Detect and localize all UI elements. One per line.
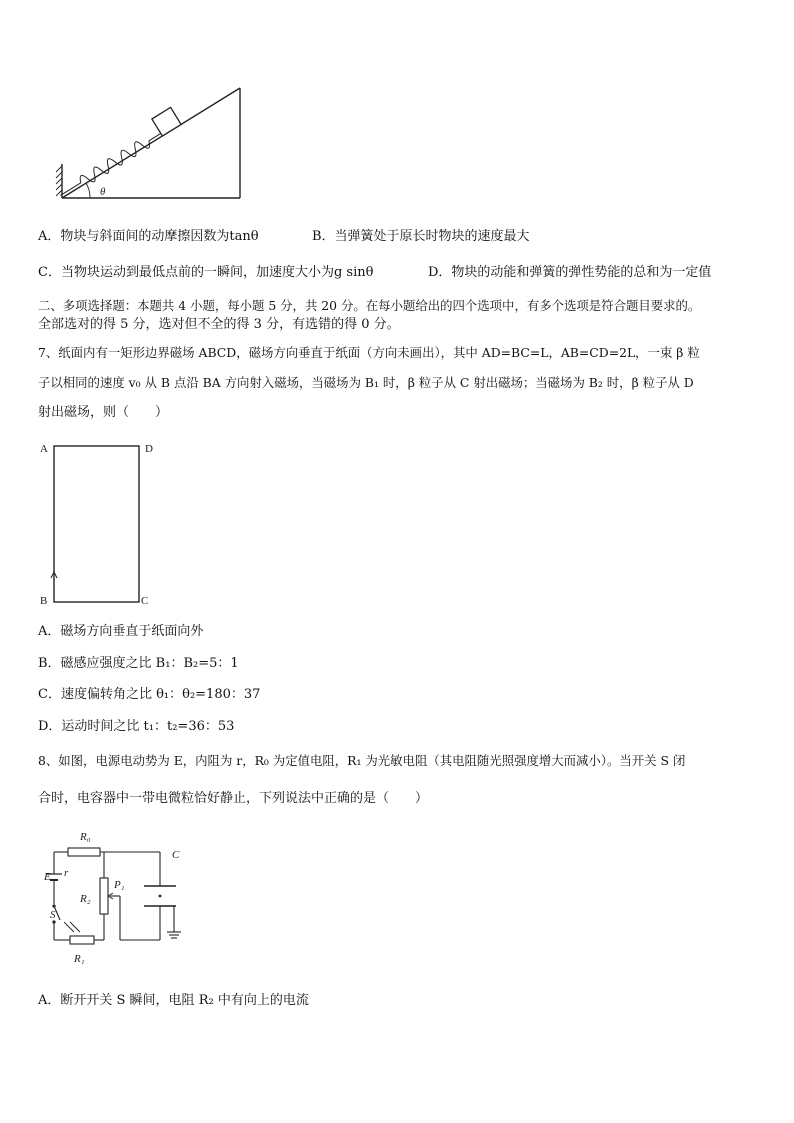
light-arrow-icon <box>64 922 74 932</box>
resistor-R2 <box>100 878 108 914</box>
q6-option-a: A．物块与斜面间的动摩擦因数为tanθ <box>38 229 259 244</box>
q7-stem-line2: 子以相同的速度 v₀ 从 B 点沿 BA 方向射入磁场，当磁场为 B₁ 时，β 粒子从 C 射出磁场；当磁场为 B₂ 时，β 粒子从 D <box>38 375 694 390</box>
q8-stem-line2: 合时，电容器中一带电微粒恰好静止，下列说法中正确的是（ ） <box>38 791 429 806</box>
corner-D: D <box>145 443 153 455</box>
q7-option-b: B．磁感应强度之比 B₁：B₂=5：1 <box>38 656 239 671</box>
q6-option-c: C．当物块运动到最低点前的一瞬间，加速度大小为g sinθ <box>38 265 374 280</box>
angle-arc <box>86 183 90 198</box>
resistor-R0 <box>68 848 100 856</box>
corner-B: B <box>40 595 48 607</box>
corner-C: C <box>141 595 149 607</box>
label-r: r <box>64 867 69 879</box>
block <box>152 107 181 136</box>
rectangle-field-figure <box>36 438 166 610</box>
q7-option-c: C．速度偏转角之比 θ₁：θ₂=180：37 <box>38 687 261 702</box>
label-R0: R₀ <box>80 831 91 843</box>
field-boundary <box>54 446 139 602</box>
incline-spring-figure <box>40 82 250 204</box>
section2-instructions-line2: 全部选对的得 5 分，选对但不全的得 3 分，有选错的得 0 分。 <box>38 317 400 332</box>
q8-option-a: A．断开开关 S 瞬间，电阻 R₂ 中有向上的电流 <box>38 993 309 1008</box>
circuit-figure <box>40 826 200 968</box>
q8-stem-line1: 8、如图，电源电动势为 E，内阻为 r，R₀ 为定值电阻，R₁ 为光敏电阻（其电阻随光照强度增大而减小）。当开关 S 闭 <box>38 753 686 768</box>
angle-label: θ <box>100 186 106 198</box>
label-E: E <box>44 871 51 883</box>
q6-option-b: B．当弹簧处于原长时物块的速度最大 <box>312 229 530 244</box>
wall-hatching <box>56 166 62 196</box>
label-R2: R₂ <box>80 893 91 905</box>
q7-stem-line1: 7、纸面内有一矩形边界磁场 ABCD，磁场方向垂直于纸面（方向未画出），其中 AD=BC=L，AB=CD=2L，一束 β 粒 <box>38 345 700 360</box>
q7-option-a: A．磁场方向垂直于纸面向外 <box>38 624 204 639</box>
photoresistor-R1 <box>70 936 94 944</box>
label-P1: P₁ <box>114 879 125 891</box>
spring <box>51 107 182 200</box>
charged-particle <box>159 895 162 898</box>
label-R1: R₁ <box>74 953 85 965</box>
label-C: C <box>172 849 180 861</box>
ground-icon <box>167 932 181 938</box>
q6-option-d: D．物块的动能和弹簧的弹性势能的总和为一定值 <box>428 265 712 280</box>
corner-A: A <box>40 443 48 455</box>
label-S: S <box>50 909 56 921</box>
q7-option-d: D．运动时间之比 t₁：t₂=36：53 <box>38 719 235 734</box>
q7-stem-line3: 射出磁场，则（ ） <box>38 405 169 420</box>
incline-slope <box>62 88 240 198</box>
section2-instructions-line1: 二、多项选择题：本题共 4 小题，每小题 5 分，共 20 分。在每小题给出的四个选项中，有多个选项是符合题目要求的。 <box>38 298 701 313</box>
